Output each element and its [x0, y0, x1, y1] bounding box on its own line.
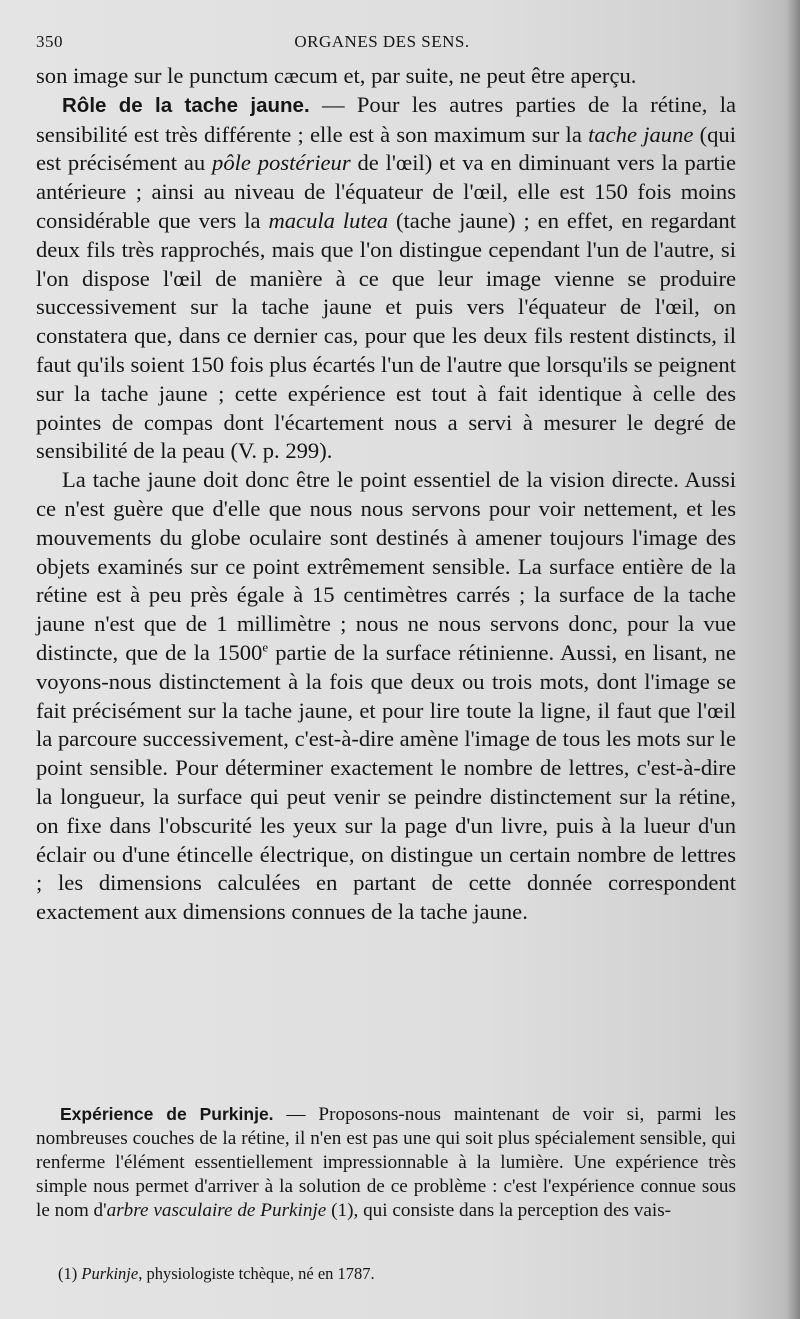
footnote-marker: (1) [58, 1264, 82, 1283]
main-text [36, 62, 736, 927]
page-header [36, 32, 728, 54]
paragraph-continuation: son image sur le punctum cæcum et, par suite, ne peut être aperçu. [36, 63, 637, 88]
section-heading-purkinje: Expérience de Purkinje. [60, 1104, 274, 1124]
small-print-section [36, 1103, 736, 1223]
italic-term: macula lutea [268, 207, 389, 233]
italic-term: arbre vasculaire de Purkinje [106, 1199, 327, 1221]
italic-term: tache jaune [588, 121, 694, 147]
footnote: (1) Purkinje, physiologiste tchèque, né en 1787. [58, 1264, 375, 1283]
italic-term: pôle postérieur [212, 150, 351, 176]
paragraph-experience-purkinje: Expérience de Purkinje. — Proposons-nous maintenant de voir si, parmi les nombreuses couches de la rétine, il n'en est pas une qui soit plus spécialement sensible, qui renferme l'élément essentiellement impressionnable à la lumière. Une expérience très simple nous permet d'arriver à la solution de ce problème : c'est l'expérience connue sous le nom d'arbre vasculaire de Purkinje (1), qui consiste dans la perception des vais- [36, 1104, 736, 1221]
page-number: 350 [36, 32, 63, 51]
running-title: ORGANES DES SENS. [294, 32, 470, 51]
page-edge-shadow [786, 0, 800, 1319]
section-heading-role-tache-jaune: Rôle de la tache jaune. [62, 93, 310, 117]
paragraph-role-tache-jaune: Rôle de la tache jaune. — Pour les autres parties de la rétine, la sensibilité est très différente ; elle est à son maximum sur la tache jaune (qui est précisément au pôle postérieur de l'œil) et va en diminuant vers la partie antérieure ; ainsi au niveau de l'équateur de l'œil, elle est 150 fois moins considérable que vers la macula lutea (tache jaune) ; en effet, en regardant deux fils très rapprochés, mais que l'on distingue cependant l'un de l'autre, si l'on dispose l'œil de manière à ce que leur image vienne se produire successivement sur la tache jaune et puis vers l'équateur de l'œil, on constatera que, dans ce dernier cas, pour que les deux fils restent distincts, il faut qu'ils soient 150 fois plus écartés l'un de l'autre que lorsqu'ils se peignent sur la tache jaune ; cette expérience est tout à fait identique à celle des pointes de compas dont l'écartement nous a servi à mesurer le degré de sensibilité de la peau (V. p. 299). [36, 91, 736, 464]
footnote-italic: Purkinje [81, 1264, 139, 1283]
superscript: e [262, 639, 269, 655]
paragraph-vision-directe: La tache jaune doit donc être le point essentiel de la vision directe. Aussi ce n'est guère que d'elle que nous nous servons pour voir nettement, et les mouvements du globe oculaire sont destinés à amener toujours l'image des objets examinés sur ce point extrêmement sensible. La surface entière de la rétine est à peu près égale à 15 centimètres carrés ; la surface de la tache jaune n'est que de 1 millimètre ; nous ne nous servons donc, pour la vue distincte, que de la 1500e partie de la surface rétinienne. Aussi, en lisant, ne voyons-nous distinctement à la fois que deux ou trois mots, dont l'image se fait précisément sur la tache jaune, et pour lire toute la ligne, il faut que l'œil la parcoure successivement, c'est-à-dire amène l'image de tous les mots sur le point sensible. Pour déterminer exactement le nombre de lettres, c'est-à-dire la longueur, la surface qui peut venir se peindre distinctement sur la rétine, on fixe dans l'obscurité les yeux sur la page d'un livre, puis à la lueur d'un éclair ou d'une étincelle électrique, on distingue un certain nombre de lettres ; les dimensions calculées en partant de cette donnée correspondent exactement aux dimensions connues de la tache jaune. [36, 467, 736, 925]
